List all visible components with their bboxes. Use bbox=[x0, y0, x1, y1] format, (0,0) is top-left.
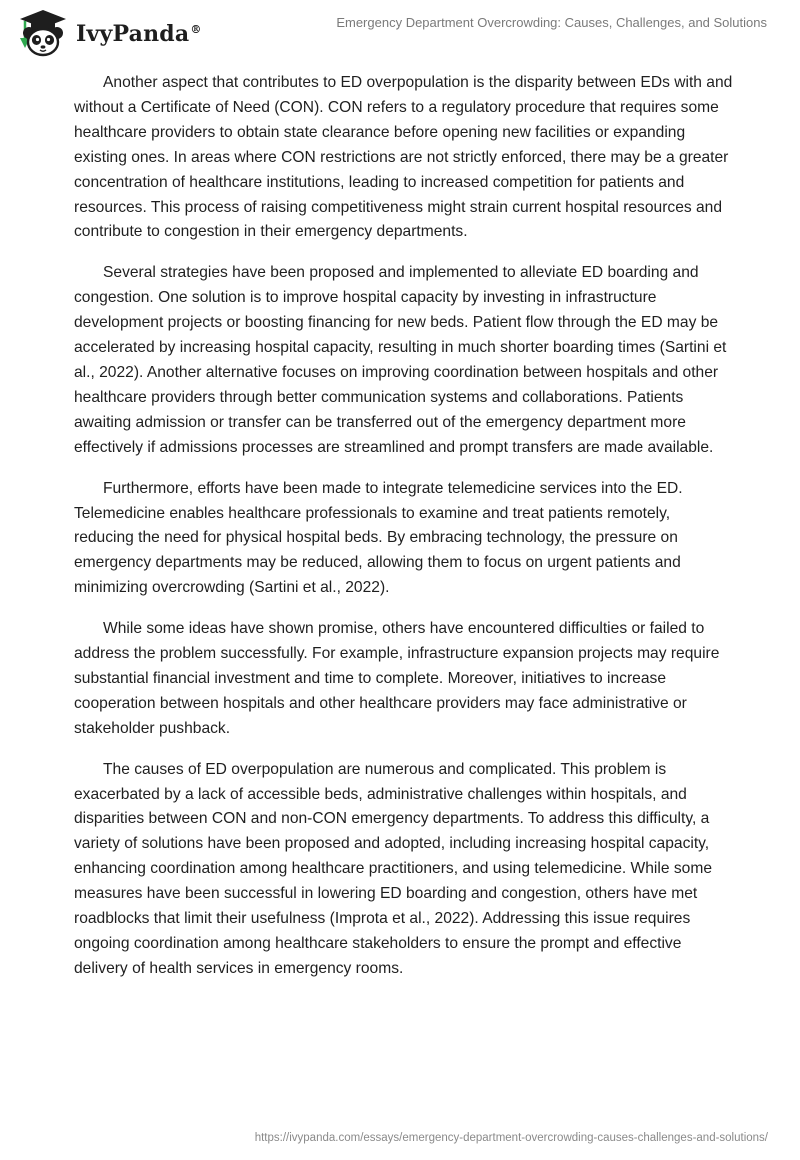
brand-logo[interactable] bbox=[14, 8, 202, 58]
essay-body bbox=[74, 71, 734, 998]
brand-text: IvyPanda bbox=[76, 21, 190, 47]
brand-name bbox=[76, 21, 202, 47]
paragraph: Furthermore, efforts have been made to integrate telemedicine services into the ED. Telemedicine enables healthcare professionals to examine and treat patients remotely, reducing the need for physical hospital beds. By embracing technology, the pressure on emergency departments may be reduced, allowing them to focus on urgent patients and minimizing overcrowding (Sartini et al., 2022). bbox=[74, 479, 683, 597]
source-url[interactable]: https://ivypanda.com/essays/emergency-department-overcrowding-causes-challenges-and-solutions/ bbox=[254, 1132, 768, 1144]
paragraph: While some ideas have shown promise, others have encountered difficulties or failed to address the problem successfully. For example, infrastructure expansion projects may require substantial financial investment and time to complete. Moreover, initiatives to increase cooperation between hospitals and other healthcare providers may face administrative or stakeholder pushback. bbox=[74, 620, 720, 737]
paragraph: Several strategies have been proposed and implemented to alleviate ED boarding and congestion. One solution is to improve hospital capacity by investing in infrastructure development projects or boosting financing for new beds. Patient flow through the ED may be accelerated by increasing hospital capacity, resulting in much shorter boarding times (Sartini et al., 2022). Another alternative focuses on improving coordination between hospitals and other healthcare providers through better communication systems and collaborations. Patients awaiting admission or transfer can be transferred out of the emergency department more effectively if admissions processes are streamlined and prompt transfers are made available. bbox=[74, 264, 727, 456]
panda-graduate-logo-icon bbox=[14, 8, 72, 58]
registered-mark: ® bbox=[190, 22, 202, 36]
document-title: Emergency Department Overcrowding: Causes, Challenges, and Solutions bbox=[336, 15, 767, 30]
page-header bbox=[0, 0, 800, 62]
paragraph: The causes of ED overpopulation are numerous and complicated. This problem is exacerbated by a lack of accessible beds, administrative challenges within hospitals, and disparities between CON and non-CON emergency departments. To address this difficulty, a variety of solutions have been proposed and adopted, including increasing hospital capacity, enhancing coordination among healthcare practitioners, and using telemedicine. While some measures have been successful in lowering ED boarding and congestion, others have met roadblocks that limit their usefulness (Improta et al., 2022). Addressing this issue requires ongoing coordination among healthcare stakeholders to ensure the prompt and effective delivery of health services in emergency rooms. bbox=[74, 760, 712, 977]
paragraph: Another aspect that contributes to ED overpopulation is the disparity between EDs with and without a Certificate of Need (CON). CON refers to a regulatory procedure that requires some healthcare providers to obtain state clearance before opening new facilities or expanding existing ones. In areas where CON restrictions are not strictly enforced, there may be a greater concentration of healthcare institutions, leading to increased competition for patients and resources. This process of raising competitiveness might strain current hospital resources and contribute to congestion in their emergency departments. bbox=[74, 74, 733, 241]
